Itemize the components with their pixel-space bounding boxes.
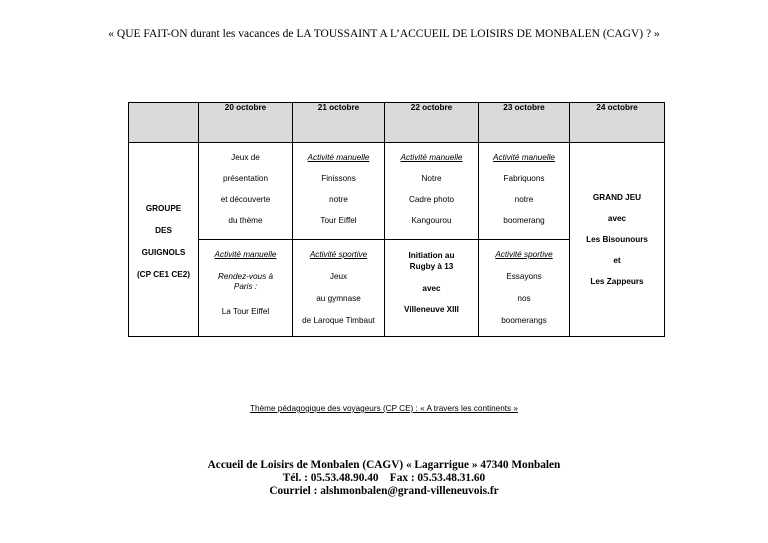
activity-text: au gymnase [316,294,361,303]
activity-cell [293,143,385,240]
activity-text: Tour Eiffel [320,216,357,225]
group-cell [129,143,199,337]
activity-heading: Activité sportive [309,250,368,259]
activity-text: La Tour Eiffel [221,307,270,316]
activity-heading: Activité manuelle [307,153,370,162]
morning-row [129,143,665,240]
activity-heading: Activité sportive [495,250,553,259]
date-header: 20 octobre [199,103,293,143]
activity-text: Finissons [321,174,356,183]
activity-text: Essayons [506,272,542,281]
contact-footer [0,459,768,498]
activity-text: présentation [222,174,269,183]
activity-text: notre [514,195,534,204]
grand-jeu-text: et [613,256,621,265]
grand-jeu-cell [570,143,665,337]
date-header: 23 octobre [479,103,570,143]
activity-cell [199,240,293,337]
activity-heading: Initiation au Rugby à 13 [408,251,455,271]
activity-text: boomerangs [501,316,547,325]
activity-heading: Activité manuelle [400,153,463,162]
activity-text: Kangourou [411,216,452,225]
group-label: DES [155,226,172,235]
activity-cell [479,143,570,240]
activity-text: du thème [228,216,263,225]
activity-cell [385,240,479,337]
date-header: 22 octobre [385,103,479,143]
date-header: 21 octobre [293,103,385,143]
activity-cell [293,240,385,337]
page-title: « QUE FAIT-ON durant les vacances de LA TOUSSAINT A L’ACCUEIL DE LOISIRS DE MONBALEN (CAGV) ? » [108,28,660,40]
footer-email: Courriel : alshmonbalen@grand-villeneuvois.fr [269,485,499,497]
activity-text: et découverte [220,195,271,204]
activity-text: de Laroque Timbaut [302,316,375,325]
activity-heading: Activité manuelle [493,153,555,162]
theme-note: Thème pédagogique des voyageurs (CP CE) : « A travers les continents » [250,404,518,413]
group-label: GUIGNOLS [141,248,186,257]
grand-jeu-text: Les Zappeurs [590,277,644,286]
activity-cell [479,240,570,337]
activity-text: boomerang [503,216,545,225]
activity-text: notre [329,195,348,204]
activity-text: Notre [421,174,442,183]
activity-heading: Activité manuelle [214,250,277,259]
header-corner-cell [129,103,199,143]
activity-subtitle: Rendez-vous à Paris : [217,272,274,291]
activity-text: Cadre photo [408,195,455,204]
grand-jeu-text: Les Bisounours [586,235,648,244]
schedule-table [128,102,665,337]
footer-address: Accueil de Loisirs de Monbalen (CAGV) « Lagarrigue » 47340 Monbalen [207,459,561,471]
activity-cell [199,143,293,240]
date-header: 24 octobre [570,103,665,143]
activity-text: Villeneuve XIII [404,305,459,314]
group-label: (CP CE1 CE2) [136,270,191,279]
activity-text: Jeux de [231,153,260,162]
footer-phone: Tél. : 05.53.48.90.40 Fax : 05.53.48.31.60 [282,472,486,484]
activity-text: avec [422,284,441,293]
activity-text: nos [517,294,531,303]
activity-text: Fabriquons [503,174,545,183]
grand-jeu-text: GRAND JEU [592,193,642,202]
grand-jeu-text: avec [607,214,627,223]
group-label: GROUPE [145,204,182,213]
date-header-row [129,103,665,143]
activity-cell [385,143,479,240]
activity-text: Jeux [329,272,348,281]
